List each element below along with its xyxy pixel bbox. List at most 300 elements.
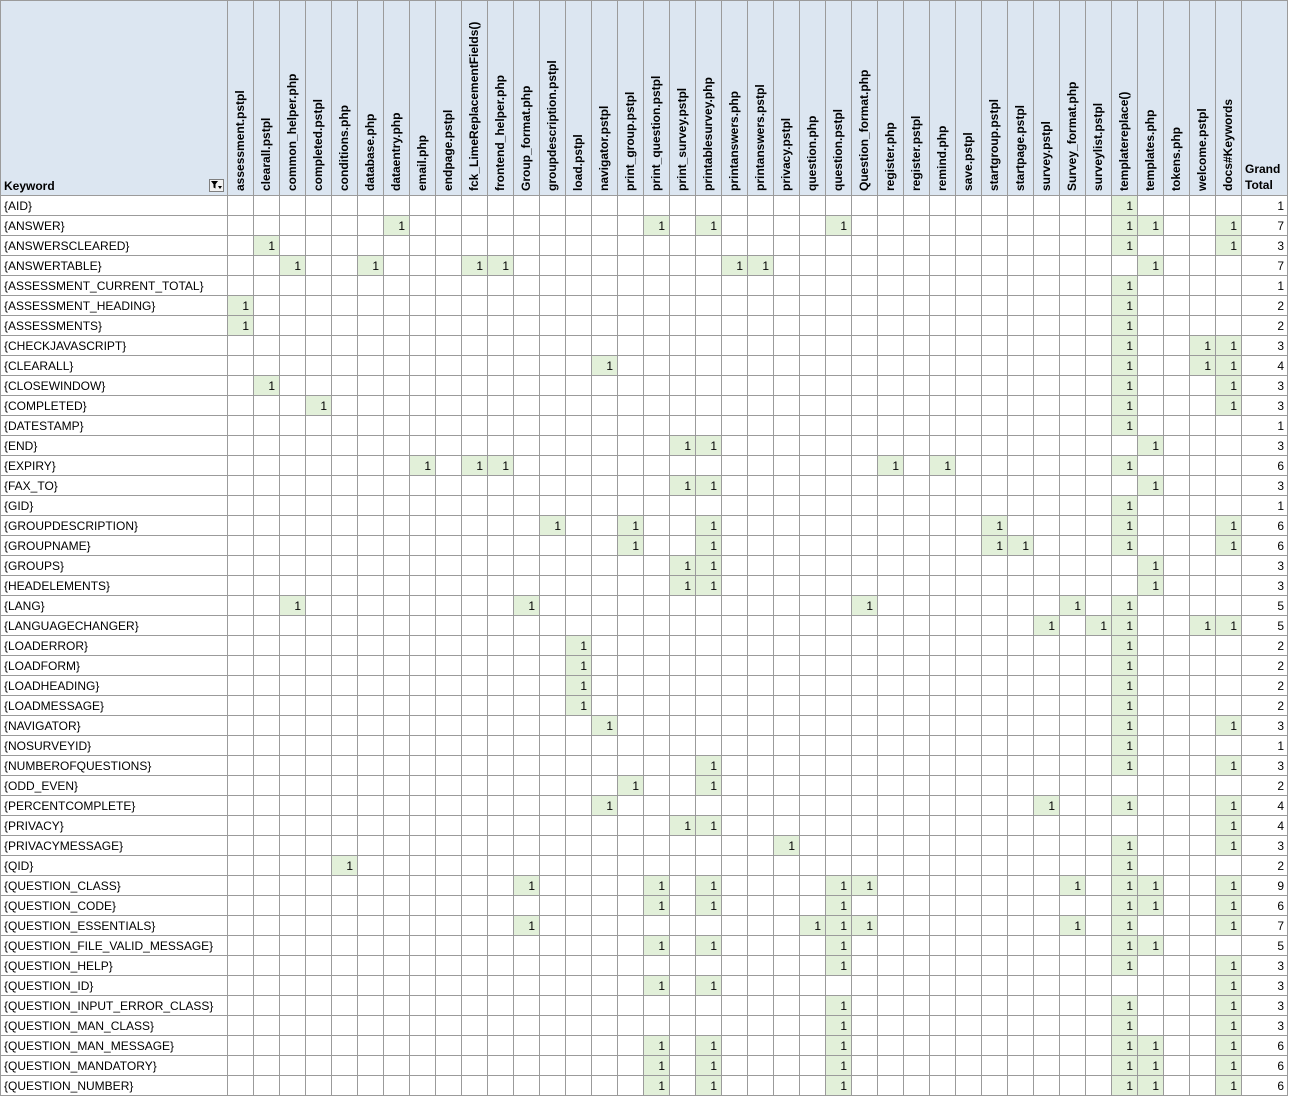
count-cell[interactable]	[722, 716, 748, 736]
count-cell[interactable]	[1034, 996, 1060, 1016]
count-cell[interactable]: 1	[1112, 876, 1138, 896]
count-cell[interactable]	[280, 316, 306, 336]
count-cell[interactable]	[644, 616, 670, 636]
count-cell[interactable]	[488, 536, 514, 556]
count-cell[interactable]	[332, 476, 358, 496]
count-cell[interactable]	[540, 956, 566, 976]
count-cell[interactable]	[488, 856, 514, 876]
count-cell[interactable]	[332, 876, 358, 896]
count-cell[interactable]: 1	[826, 876, 852, 896]
count-cell[interactable]: 1	[1112, 1076, 1138, 1096]
count-cell[interactable]	[332, 196, 358, 216]
count-cell[interactable]	[358, 976, 384, 996]
count-cell[interactable]: 1	[1112, 216, 1138, 236]
count-cell[interactable]	[644, 996, 670, 1016]
count-cell[interactable]	[618, 896, 644, 916]
count-cell[interactable]	[904, 336, 930, 356]
count-cell[interactable]	[956, 376, 982, 396]
count-cell[interactable]	[332, 956, 358, 976]
count-cell[interactable]	[540, 436, 566, 456]
count-cell[interactable]	[540, 596, 566, 616]
count-cell[interactable]	[800, 276, 826, 296]
count-cell[interactable]	[280, 876, 306, 896]
count-cell[interactable]	[410, 476, 436, 496]
count-cell[interactable]	[826, 476, 852, 496]
count-cell[interactable]	[514, 516, 540, 536]
count-cell[interactable]	[514, 416, 540, 436]
count-cell[interactable]	[618, 356, 644, 376]
count-cell[interactable]	[384, 376, 410, 396]
count-cell[interactable]: 1	[1112, 836, 1138, 856]
count-cell[interactable]	[384, 556, 410, 576]
count-cell[interactable]	[956, 1076, 982, 1096]
count-cell[interactable]	[1086, 636, 1112, 656]
count-cell[interactable]	[332, 836, 358, 856]
count-cell[interactable]	[644, 256, 670, 276]
count-cell[interactable]	[384, 856, 410, 876]
keyword-cell[interactable]: {LOADERROR}	[1, 636, 228, 656]
count-cell[interactable]	[644, 316, 670, 336]
count-cell[interactable]	[462, 576, 488, 596]
count-cell[interactable]	[462, 676, 488, 696]
count-cell[interactable]	[878, 696, 904, 716]
count-cell[interactable]	[670, 456, 696, 476]
count-cell[interactable]	[1138, 416, 1164, 436]
count-cell[interactable]	[1008, 1076, 1034, 1096]
count-cell[interactable]	[1034, 556, 1060, 576]
count-cell[interactable]: 1	[722, 256, 748, 276]
keyword-cell[interactable]: {QUESTION_MAN_CLASS}	[1, 1016, 228, 1036]
count-cell[interactable]	[436, 776, 462, 796]
count-cell[interactable]	[436, 676, 462, 696]
count-cell[interactable]	[254, 756, 280, 776]
count-cell[interactable]	[878, 736, 904, 756]
count-cell[interactable]	[930, 776, 956, 796]
count-cell[interactable]	[800, 456, 826, 476]
count-cell[interactable]	[306, 336, 332, 356]
count-cell[interactable]: 1	[1138, 556, 1164, 576]
count-cell[interactable]	[566, 1076, 592, 1096]
count-cell[interactable]	[358, 556, 384, 576]
column-header[interactable]	[1216, 1, 1242, 196]
count-cell[interactable]	[462, 496, 488, 516]
grand-total-cell[interactable]: 9	[1242, 876, 1288, 896]
count-cell[interactable]	[488, 816, 514, 836]
count-cell[interactable]	[540, 536, 566, 556]
count-cell[interactable]	[722, 496, 748, 516]
keyword-cell[interactable]: {ASSESSMENT_CURRENT_TOTAL}	[1, 276, 228, 296]
count-cell[interactable]	[618, 796, 644, 816]
count-cell[interactable]	[904, 956, 930, 976]
count-cell[interactable]	[618, 1056, 644, 1076]
count-cell[interactable]	[306, 736, 332, 756]
count-cell[interactable]	[462, 1036, 488, 1056]
count-cell[interactable]	[1216, 576, 1242, 596]
column-header[interactable]	[748, 1, 774, 196]
count-cell[interactable]	[670, 976, 696, 996]
count-cell[interactable]	[982, 796, 1008, 816]
count-cell[interactable]	[1138, 676, 1164, 696]
count-cell[interactable]	[1008, 336, 1034, 356]
count-cell[interactable]	[1216, 196, 1242, 216]
count-cell[interactable]: 1	[1008, 536, 1034, 556]
count-cell[interactable]	[722, 356, 748, 376]
count-cell[interactable]	[644, 236, 670, 256]
count-cell[interactable]	[280, 436, 306, 456]
count-cell[interactable]: 1	[1190, 616, 1216, 636]
count-cell[interactable]	[618, 476, 644, 496]
count-cell[interactable]	[462, 616, 488, 636]
count-cell[interactable]	[254, 496, 280, 516]
count-cell[interactable]	[982, 476, 1008, 496]
grand-total-cell[interactable]: 6	[1242, 516, 1288, 536]
count-cell[interactable]: 1	[826, 1016, 852, 1036]
count-cell[interactable]	[1034, 596, 1060, 616]
count-cell[interactable]	[254, 596, 280, 616]
count-cell[interactable]	[280, 216, 306, 236]
count-cell[interactable]	[332, 1056, 358, 1076]
count-cell[interactable]	[1164, 976, 1190, 996]
count-cell[interactable]	[1034, 736, 1060, 756]
count-cell[interactable]	[592, 996, 618, 1016]
count-cell[interactable]	[878, 596, 904, 616]
grand-total-cell[interactable]: 7	[1242, 916, 1288, 936]
count-cell[interactable]	[982, 196, 1008, 216]
count-cell[interactable]	[904, 536, 930, 556]
count-cell[interactable]	[436, 1056, 462, 1076]
count-cell[interactable]	[566, 356, 592, 376]
count-cell[interactable]	[280, 356, 306, 376]
count-cell[interactable]	[228, 496, 254, 516]
count-cell[interactable]	[982, 656, 1008, 676]
count-cell[interactable]	[1034, 216, 1060, 236]
count-cell[interactable]	[618, 876, 644, 896]
count-cell[interactable]	[332, 716, 358, 736]
count-cell[interactable]	[1086, 736, 1112, 756]
count-cell[interactable]	[982, 396, 1008, 416]
count-cell[interactable]	[670, 996, 696, 1016]
count-cell[interactable]	[566, 1036, 592, 1056]
count-cell[interactable]	[384, 276, 410, 296]
count-cell[interactable]	[384, 536, 410, 556]
count-cell[interactable]	[332, 1016, 358, 1036]
count-cell[interactable]	[1138, 236, 1164, 256]
count-cell[interactable]	[410, 276, 436, 296]
count-cell[interactable]	[384, 496, 410, 516]
count-cell[interactable]	[982, 996, 1008, 1016]
count-cell[interactable]	[1164, 516, 1190, 536]
count-cell[interactable]	[852, 356, 878, 376]
count-cell[interactable]	[566, 716, 592, 736]
count-cell[interactable]	[566, 376, 592, 396]
count-cell[interactable]	[254, 736, 280, 756]
count-cell[interactable]	[930, 396, 956, 416]
count-cell[interactable]: 1	[1112, 196, 1138, 216]
count-cell[interactable]	[670, 496, 696, 516]
count-cell[interactable]	[1060, 736, 1086, 756]
count-cell[interactable]	[670, 896, 696, 916]
count-cell[interactable]	[800, 656, 826, 676]
count-cell[interactable]	[644, 416, 670, 436]
count-cell[interactable]: 1	[592, 356, 618, 376]
count-cell[interactable]	[774, 616, 800, 636]
count-cell[interactable]	[904, 316, 930, 336]
count-cell[interactable]	[800, 576, 826, 596]
count-cell[interactable]	[410, 896, 436, 916]
count-cell[interactable]	[384, 876, 410, 896]
count-cell[interactable]	[436, 456, 462, 476]
count-cell[interactable]	[1034, 296, 1060, 316]
count-cell[interactable]	[722, 276, 748, 296]
keyword-cell[interactable]: {END}	[1, 436, 228, 456]
count-cell[interactable]	[618, 1076, 644, 1096]
keyword-cell[interactable]: {CLOSEWINDOW}	[1, 376, 228, 396]
count-cell[interactable]	[800, 896, 826, 916]
count-cell[interactable]	[540, 656, 566, 676]
count-cell[interactable]	[696, 916, 722, 936]
count-cell[interactable]	[514, 716, 540, 736]
count-cell[interactable]	[332, 656, 358, 676]
count-cell[interactable]	[254, 936, 280, 956]
count-cell[interactable]	[514, 996, 540, 1016]
count-cell[interactable]	[748, 696, 774, 716]
count-cell[interactable]	[436, 376, 462, 396]
column-header[interactable]	[644, 1, 670, 196]
count-cell[interactable]	[800, 956, 826, 976]
count-cell[interactable]	[800, 356, 826, 376]
count-cell[interactable]	[618, 276, 644, 296]
count-cell[interactable]	[306, 436, 332, 456]
count-cell[interactable]	[306, 836, 332, 856]
count-cell[interactable]: 1	[1086, 616, 1112, 636]
count-cell[interactable]	[774, 416, 800, 436]
count-cell[interactable]	[878, 756, 904, 776]
count-cell[interactable]	[358, 696, 384, 716]
count-cell[interactable]	[852, 776, 878, 796]
count-cell[interactable]	[800, 536, 826, 556]
count-cell[interactable]	[1008, 676, 1034, 696]
count-cell[interactable]: 1	[748, 256, 774, 276]
count-cell[interactable]	[488, 236, 514, 256]
grand-total-cell[interactable]: 3	[1242, 716, 1288, 736]
count-cell[interactable]	[514, 1076, 540, 1096]
count-cell[interactable]: 1	[410, 456, 436, 476]
count-cell[interactable]	[826, 376, 852, 396]
count-cell[interactable]	[1164, 236, 1190, 256]
count-cell[interactable]	[280, 1056, 306, 1076]
count-cell[interactable]	[540, 356, 566, 376]
count-cell[interactable]	[514, 276, 540, 296]
count-cell[interactable]	[384, 756, 410, 776]
count-cell[interactable]	[566, 756, 592, 776]
count-cell[interactable]: 1	[1112, 756, 1138, 776]
count-cell[interactable]	[956, 716, 982, 736]
count-cell[interactable]	[1034, 956, 1060, 976]
count-cell[interactable]	[228, 416, 254, 436]
count-cell[interactable]	[644, 956, 670, 976]
count-cell[interactable]	[592, 636, 618, 656]
count-cell[interactable]	[696, 316, 722, 336]
count-cell[interactable]	[1164, 476, 1190, 496]
count-cell[interactable]	[488, 936, 514, 956]
count-cell[interactable]	[826, 756, 852, 776]
count-cell[interactable]	[462, 596, 488, 616]
count-cell[interactable]	[904, 636, 930, 656]
count-cell[interactable]	[1138, 716, 1164, 736]
count-cell[interactable]	[592, 276, 618, 296]
count-cell[interactable]: 1	[1112, 336, 1138, 356]
count-cell[interactable]	[514, 756, 540, 776]
count-cell[interactable]: 1	[1034, 616, 1060, 636]
count-cell[interactable]	[462, 396, 488, 416]
count-cell[interactable]	[1060, 416, 1086, 436]
count-cell[interactable]	[1086, 356, 1112, 376]
count-cell[interactable]	[488, 796, 514, 816]
count-cell[interactable]	[566, 1056, 592, 1076]
count-cell[interactable]	[1164, 936, 1190, 956]
count-cell[interactable]	[774, 716, 800, 736]
count-cell[interactable]	[1164, 756, 1190, 776]
count-cell[interactable]: 1	[1138, 576, 1164, 596]
count-cell[interactable]	[878, 416, 904, 436]
count-cell[interactable]	[514, 256, 540, 276]
count-cell[interactable]	[1190, 516, 1216, 536]
count-cell[interactable]	[878, 296, 904, 316]
count-cell[interactable]	[1190, 676, 1216, 696]
count-cell[interactable]	[930, 196, 956, 216]
count-cell[interactable]	[1086, 696, 1112, 716]
count-cell[interactable]	[306, 476, 332, 496]
count-cell[interactable]	[384, 236, 410, 256]
count-cell[interactable]	[1008, 716, 1034, 736]
column-header[interactable]	[1060, 1, 1086, 196]
count-cell[interactable]	[878, 496, 904, 516]
count-cell[interactable]	[488, 996, 514, 1016]
count-cell[interactable]	[644, 816, 670, 836]
count-cell[interactable]	[930, 336, 956, 356]
count-cell[interactable]: 1	[1112, 456, 1138, 476]
count-cell[interactable]	[618, 636, 644, 656]
count-cell[interactable]	[540, 396, 566, 416]
count-cell[interactable]	[748, 656, 774, 676]
count-cell[interactable]	[1060, 896, 1086, 916]
count-cell[interactable]	[488, 676, 514, 696]
count-cell[interactable]	[592, 216, 618, 236]
count-cell[interactable]	[1034, 776, 1060, 796]
count-cell[interactable]	[280, 296, 306, 316]
count-cell[interactable]	[618, 316, 644, 336]
keyword-cell[interactable]: {QUESTION_HELP}	[1, 956, 228, 976]
count-cell[interactable]	[852, 396, 878, 416]
count-cell[interactable]	[904, 216, 930, 236]
count-cell[interactable]	[852, 736, 878, 756]
keyword-cell[interactable]: {ODD_EVEN}	[1, 776, 228, 796]
count-cell[interactable]	[306, 236, 332, 256]
count-cell[interactable]	[1164, 816, 1190, 836]
count-cell[interactable]	[228, 596, 254, 616]
count-cell[interactable]	[1190, 236, 1216, 256]
count-cell[interactable]	[228, 716, 254, 736]
count-cell[interactable]	[384, 796, 410, 816]
count-cell[interactable]	[852, 376, 878, 396]
count-cell[interactable]	[644, 336, 670, 356]
count-cell[interactable]	[956, 776, 982, 796]
count-cell[interactable]: 1	[1216, 1056, 1242, 1076]
count-cell[interactable]	[670, 596, 696, 616]
count-cell[interactable]	[1190, 216, 1216, 236]
count-cell[interactable]	[280, 916, 306, 936]
count-cell[interactable]	[332, 636, 358, 656]
count-cell[interactable]	[358, 1036, 384, 1056]
count-cell[interactable]	[228, 896, 254, 916]
count-cell[interactable]	[436, 976, 462, 996]
count-cell[interactable]	[462, 1076, 488, 1096]
count-cell[interactable]	[644, 696, 670, 716]
count-cell[interactable]	[384, 336, 410, 356]
grand-total-cell[interactable]: 1	[1242, 736, 1288, 756]
count-cell[interactable]	[956, 936, 982, 956]
count-cell[interactable]	[1008, 636, 1034, 656]
count-cell[interactable]	[800, 316, 826, 336]
count-cell[interactable]	[1138, 816, 1164, 836]
count-cell[interactable]	[306, 596, 332, 616]
count-cell[interactable]	[540, 616, 566, 636]
count-cell[interactable]: 1	[982, 516, 1008, 536]
count-cell[interactable]: 1	[1216, 516, 1242, 536]
grand-total-cell[interactable]: 6	[1242, 456, 1288, 476]
count-cell[interactable]	[800, 696, 826, 716]
count-cell[interactable]	[1008, 356, 1034, 376]
keyword-cell[interactable]: {PRIVACY}	[1, 816, 228, 836]
count-cell[interactable]	[852, 496, 878, 516]
count-cell[interactable]	[852, 716, 878, 736]
count-cell[interactable]	[722, 476, 748, 496]
count-cell[interactable]	[280, 516, 306, 536]
count-cell[interactable]	[254, 1036, 280, 1056]
count-cell[interactable]	[1190, 256, 1216, 276]
count-cell[interactable]	[904, 456, 930, 476]
keyword-cell[interactable]: {QUESTION_CLASS}	[1, 876, 228, 896]
count-cell[interactable]	[722, 676, 748, 696]
grand-total-cell[interactable]: 2	[1242, 776, 1288, 796]
column-header[interactable]	[982, 1, 1008, 196]
count-cell[interactable]	[488, 416, 514, 436]
count-cell[interactable]: 1	[1112, 656, 1138, 676]
count-cell[interactable]: 1	[1216, 996, 1242, 1016]
count-cell[interactable]: 1	[254, 376, 280, 396]
count-cell[interactable]: 1	[696, 576, 722, 596]
count-cell[interactable]	[488, 296, 514, 316]
count-cell[interactable]	[1138, 856, 1164, 876]
column-header[interactable]	[1112, 1, 1138, 196]
count-cell[interactable]	[1034, 936, 1060, 956]
count-cell[interactable]	[774, 796, 800, 816]
count-cell[interactable]	[280, 756, 306, 776]
count-cell[interactable]: 1	[1216, 896, 1242, 916]
count-cell[interactable]	[514, 536, 540, 556]
keyword-cell[interactable]: {LANGUAGECHANGER}	[1, 616, 228, 636]
count-cell[interactable]	[904, 496, 930, 516]
count-cell[interactable]	[696, 996, 722, 1016]
count-cell[interactable]: 1	[1216, 756, 1242, 776]
count-cell[interactable]	[1190, 696, 1216, 716]
count-cell[interactable]	[228, 616, 254, 636]
count-cell[interactable]	[1034, 656, 1060, 676]
count-cell[interactable]: 1	[1216, 976, 1242, 996]
count-cell[interactable]	[774, 996, 800, 1016]
column-header[interactable]	[592, 1, 618, 196]
count-cell[interactable]	[696, 736, 722, 756]
